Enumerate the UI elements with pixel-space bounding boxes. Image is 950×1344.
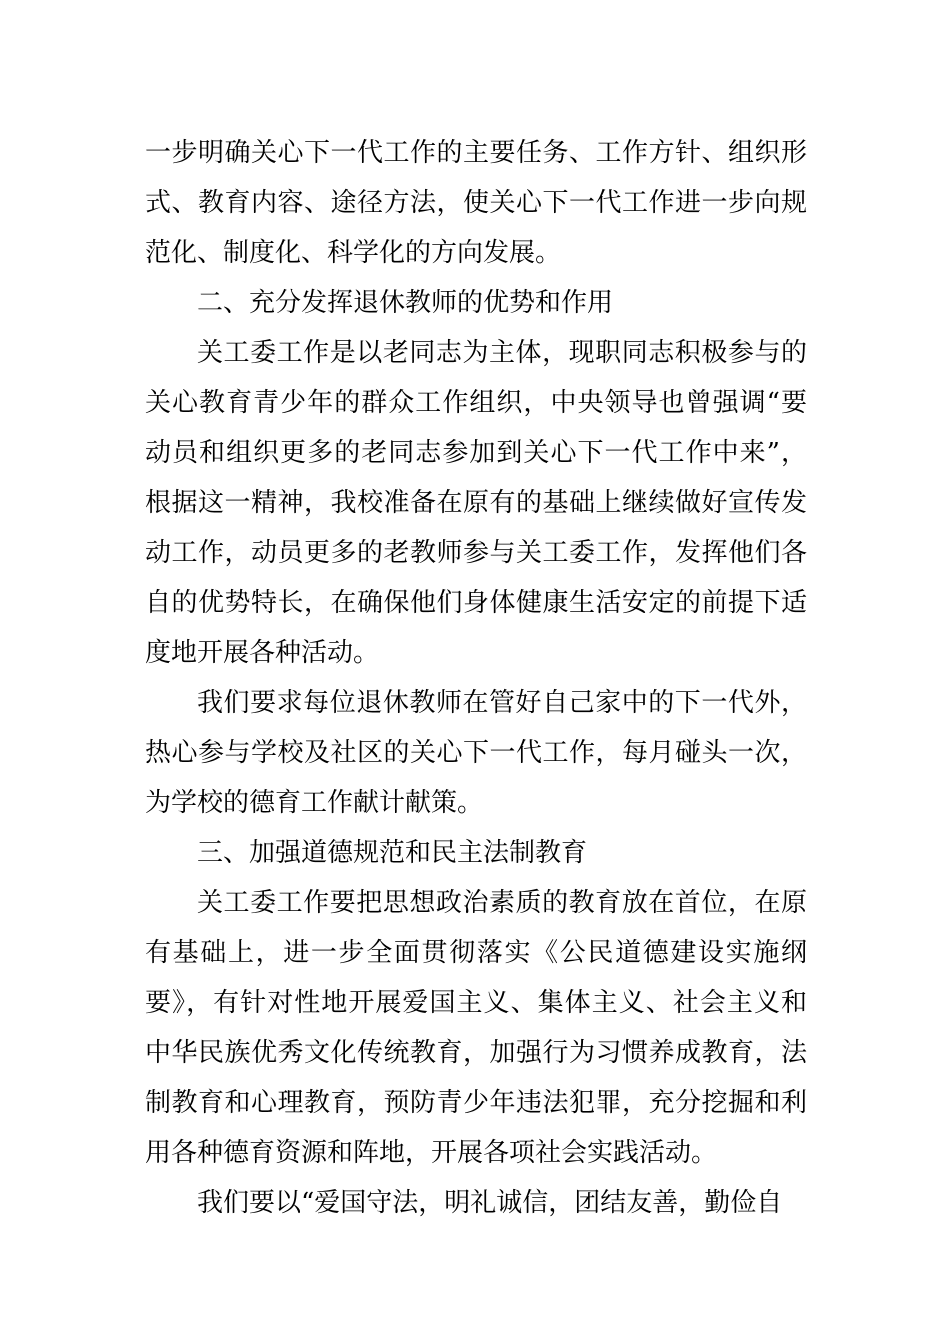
paragraph: 关工委工作是以老同志为主体，现职同志积极参与的关心教育青少年的群众工作组织，中央领导也曾强调“要动员和组织更多的老同志参加到关心下一代工作中来”，根据这一精神，我校准备在原有的基础上继续做好宣传发动工作，动员更多的老教师参与关工委工作，发挥他们各自的优势特长，在确保他们身体健康生活安定的前提下适度地开展各种活动。: [145, 338, 807, 668]
paragraph-continuation: 一步明确关心下一代工作的主要任务、工作方针、组织形式、教育内容、途径方法，使关心下一代工作进一步向规范化、制度化、科学化的方向发展。: [145, 138, 807, 268]
section-heading-2: 二、充分发挥退休教师的优势和作用: [197, 288, 614, 318]
paragraph: 我们要求每位退休教师在管好自己家中的下一代外，热心参与学校及社区的关心下一代工作，每月碰头一次，为学校的德育工作献计献策。: [145, 688, 807, 818]
section-heading-3: 三、加强道德规范和民主法制教育: [197, 838, 588, 868]
paragraph: 关工委工作要把思想政治素质的教育放在首位，在原有基础上，进一步全面贯彻落实《公民道德建设实施纲要》，有针对性地开展爱国主义、集体主义、社会主义和中华民族优秀文化传统教育，加强行为习惯养成教育，法制教育和心理教育，预防青少年违法犯罪，充分挖掘和利用各种德育资源和阵地，开展各项社会实践活动。: [145, 888, 807, 1168]
document-body: [145, 128, 807, 1228]
paragraph-truncated: 我们要以“爱国守法，明礼诚信，团结友善，勤俭自: [197, 1188, 783, 1218]
